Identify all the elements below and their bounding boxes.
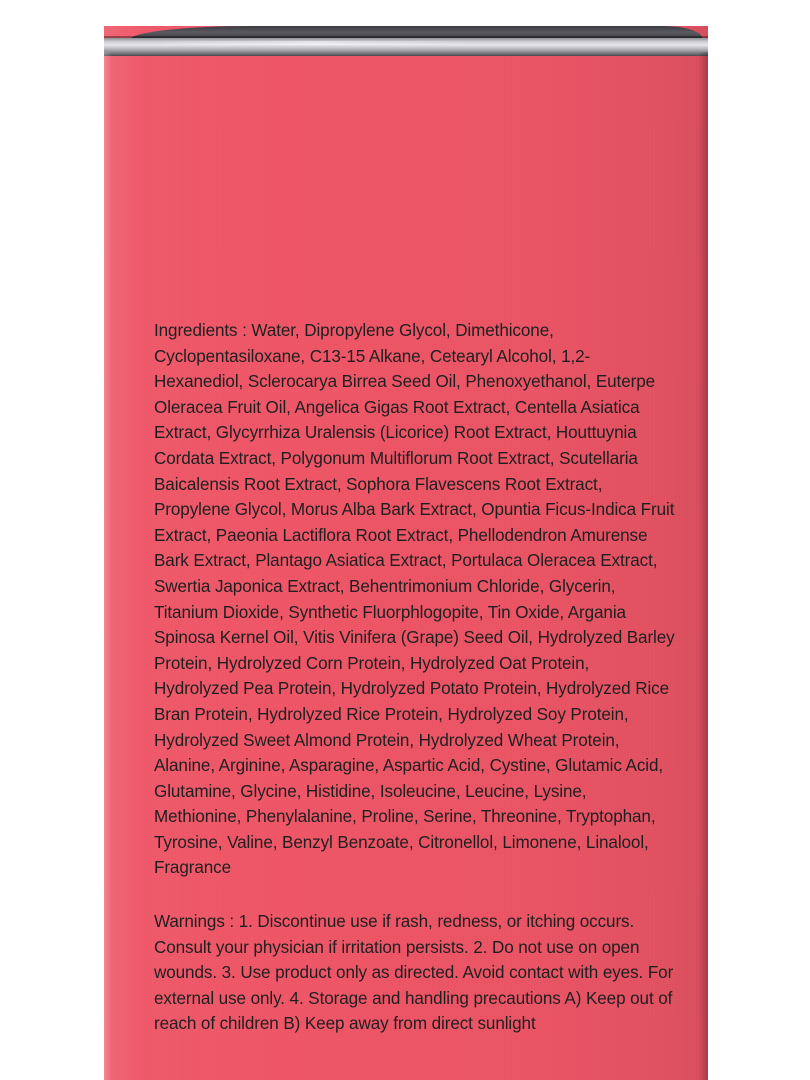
ingredients-paragraph: Ingredients : Water, Dipropylene Glycol, Dimethicone, Cyclopentasiloxane, C13-15 Alkane, Cetearyl Alcohol, 1,2-Hexanediol, Sclerocarya Birrea Seed Oil, Phenoxyethanol, Euterpe Oleracea Fruit Oil, Angelica Gigas Root Extract, Centella Asiatica Extract, Glycyrrhiza Uralensis (Licorice) Root Extract, Houttuynia Cordata Extract, Polygonum Multiflorum Root Extract, Scutellaria Baicalensis Root Extract, Sophora Flavescens Root Extract, Propylene Glycol, Morus Alba Bark Extract, Opuntia Ficus-Indica Fruit Extract, Paeonia Lactiflora Root Extract, Phellodendron Amurense Bark Extract, Plantago Asiatica Extract, Portulaca Oleracea Extract, Swertia Japonica Extract, Behentrimonium Chloride, Glycerin, Titanium Dioxide, Synthetic Fluorphlogopite, Tin Oxide, Argania Spinosa Kernel Oil, Vitis Vinifera (Grape) Seed Oil, Hydrolyzed Barley Protein, Hydrolyzed Corn Protein, Hydrolyzed Oat Protein, Hydrolyzed Pea Protein, Hydrolyzed Potato Protein, Hydrolyzed Rice Bran Protein, Hydrolyzed Rice Protein, Hydrolyzed Soy Protein, Hydrolyzed Sweet Almond Protein, Hydrolyzed Wheat Protein, Alanine, Arginine, Asparagine, Aspartic Acid, Cystine, Glutamic Acid, Glutamine, Glycine, Histidine, Isoleucine, Leucine, Lysine, Methionine, Phenylalanine, Proline, Serine, Threonine, Tryptophan, Tyrosine, Valine, Benzyl Benzoate, Citronellol, Limonene, Linalool, Fragrance (154, 321, 680, 878)
carton-top-edge (104, 26, 708, 56)
warnings-paragraph: Warnings : 1. Discontinue use if rash, redness, or itching occurs. Consult your physician if irritation persists. 2. Do not use on open wounds. 3. Use product only as directed. Avoid contact with eyes. For external use only. 4. Storage and handling precautions A) Keep out of reach of children B) Keep away from direct sunlight (154, 912, 678, 1034)
metallic-highlight (164, 41, 464, 45)
carton-left-edge-highlight (104, 52, 112, 1080)
product-carton (104, 26, 708, 1080)
label-text-block (154, 318, 680, 1037)
carton-metallic-band (104, 38, 708, 56)
carton-right-edge-shadow (698, 52, 708, 1080)
